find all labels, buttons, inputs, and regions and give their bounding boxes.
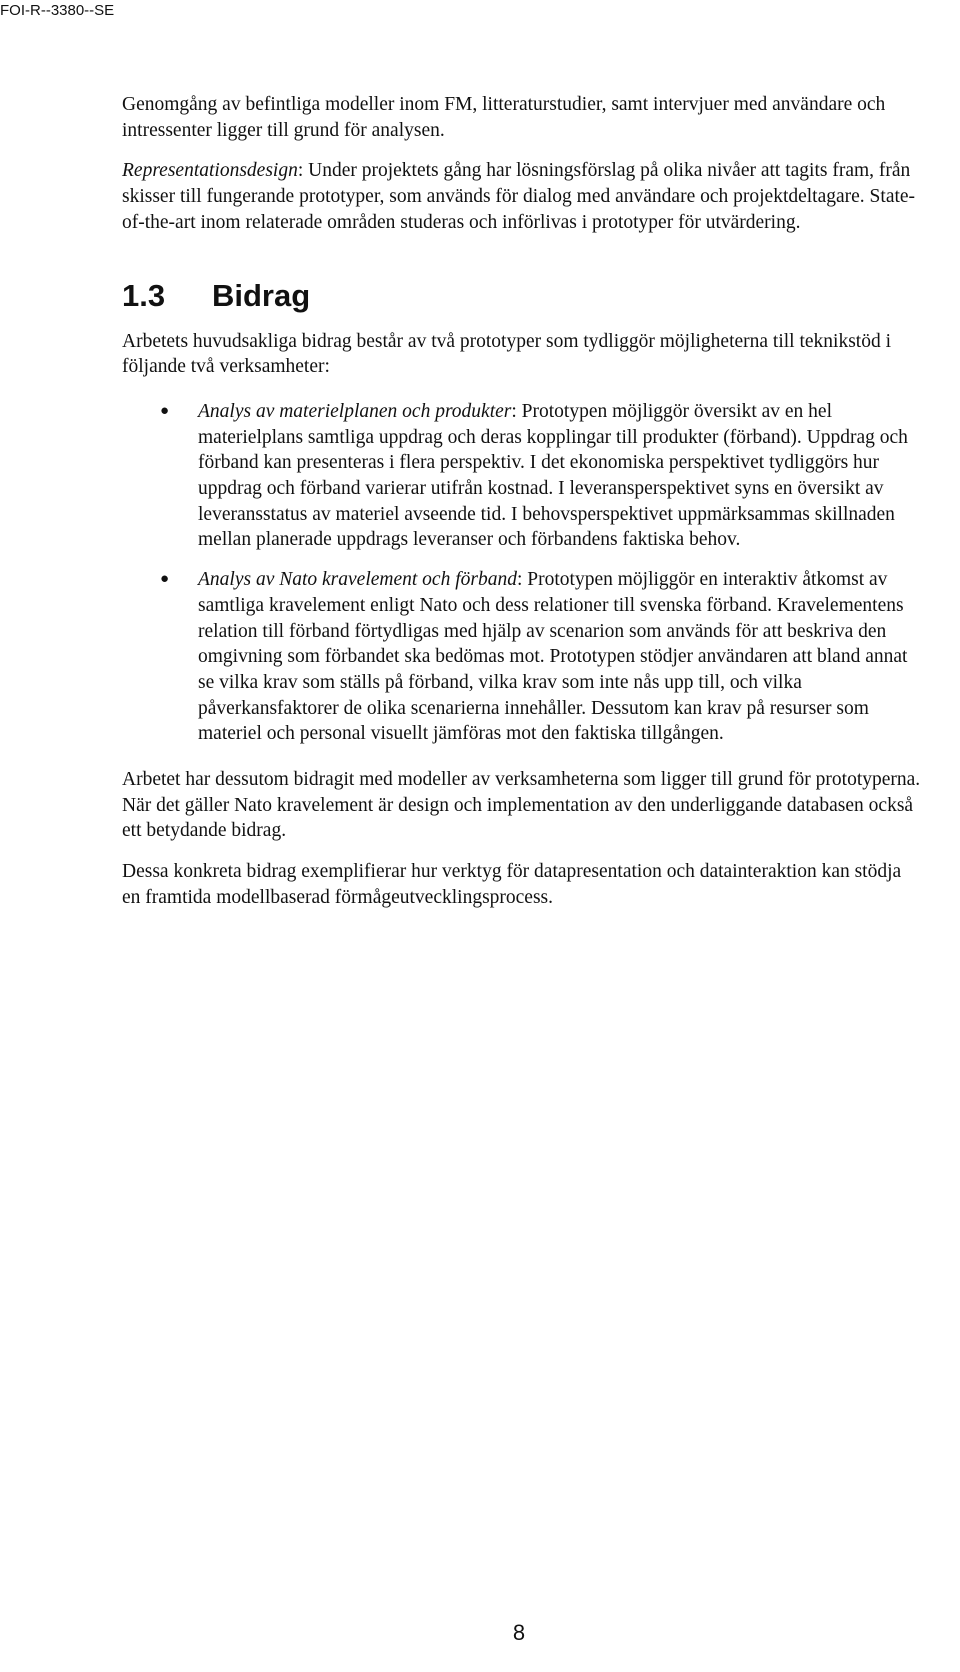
list-item [122,567,922,747]
list-item-term: Analys av materielplanen och produkter [198,400,512,422]
list-item-text: : Prototypen möjliggör översikt av en hel materielplans samtliga uppdrag och deras kopplingar till produkter (förband). Uppdrag och förband kan presenteras i flera perspektiv. I det ekonomiska perspektivet tydliggörs hur uppdrag och förband varierar utifrån kostnad. I leveransperspektivet syns en översikt av leveransstatus av materiel avseende tid. I behovsperspektivet uppmärksammas skillnaden mellan planerade uppdrags leveranser och förbandens faktiska behov. [198,400,908,551]
closing-paragraph-summary: Dessa konkreta bidrag exemplifierar hur verktyg för datapresentation och datainteraktion kan stödja en framtida modellbaserad förmågeutvecklingsprocess. [122,861,902,908]
list-item [122,399,922,553]
page-content [122,92,922,911]
representation-design-text: : Under projektets gång har lösningsförslag på olika nivåer att tagits fram, från skisser till fungerande prototyper, som används för dialog med användare och projektdeltagare. State-of-the-art inom relaterade områden studeras och införlivas i prototyper för utvärdering. [122,160,916,233]
representation-design-term: Representationsdesign [122,160,298,182]
section-title: Bidrag [212,277,311,313]
section-intro-paragraph: Arbetets huvudsakliga bidrag består av två prototyper som tydliggör möjligheterna till teknikstöd i följande två verksamheter: [122,330,892,378]
section-heading [122,278,922,314]
bullet-icon: ● [160,402,170,419]
list-item-text: : Prototypen möjliggör en interaktiv åtkomst av samtliga kravelement enligt Nato och dess relationer till svenska förband. Kravelementens relation till förband förtydligas med hjälp av scenarion som används för att beskriva den omgivning som förbandet ska bedömas mot. Prototypen stödjer användaren att bland annat se vilka krav som ställs på förband, vilka krav som inte nås upp till, och vilka påverkansfaktorer de olika scenarierna innehåller. Dessutom kan krav på resurser som materiel och personal visuellt jämföras mot den faktiska tillgången. [198,569,908,745]
closing-paragraph-models: Arbetet har dessutom bidragit med modeller av verksamheterna som ligger till grund för prototyperna. När det gäller Nato kravelement är design och implementation av den underliggande databasen också ett betydande bidrag. [122,769,921,842]
intro-paragraph: Genomgång av befintliga modeller inom FM, litteraturstudier, samt intervjuer med användare och intressenter ligger till grund för analysen. [122,94,886,141]
bullet-icon: ● [160,571,170,588]
list-item-term: Analys av Nato kravelement och förband [198,569,517,591]
page-number: 8 [512,1620,526,1645]
representation-design-paragraph [122,158,922,235]
contribution-list [122,399,922,747]
document-code: FOI-R--3380--SE [0,2,115,19]
section-number: 1.3 [122,277,166,313]
